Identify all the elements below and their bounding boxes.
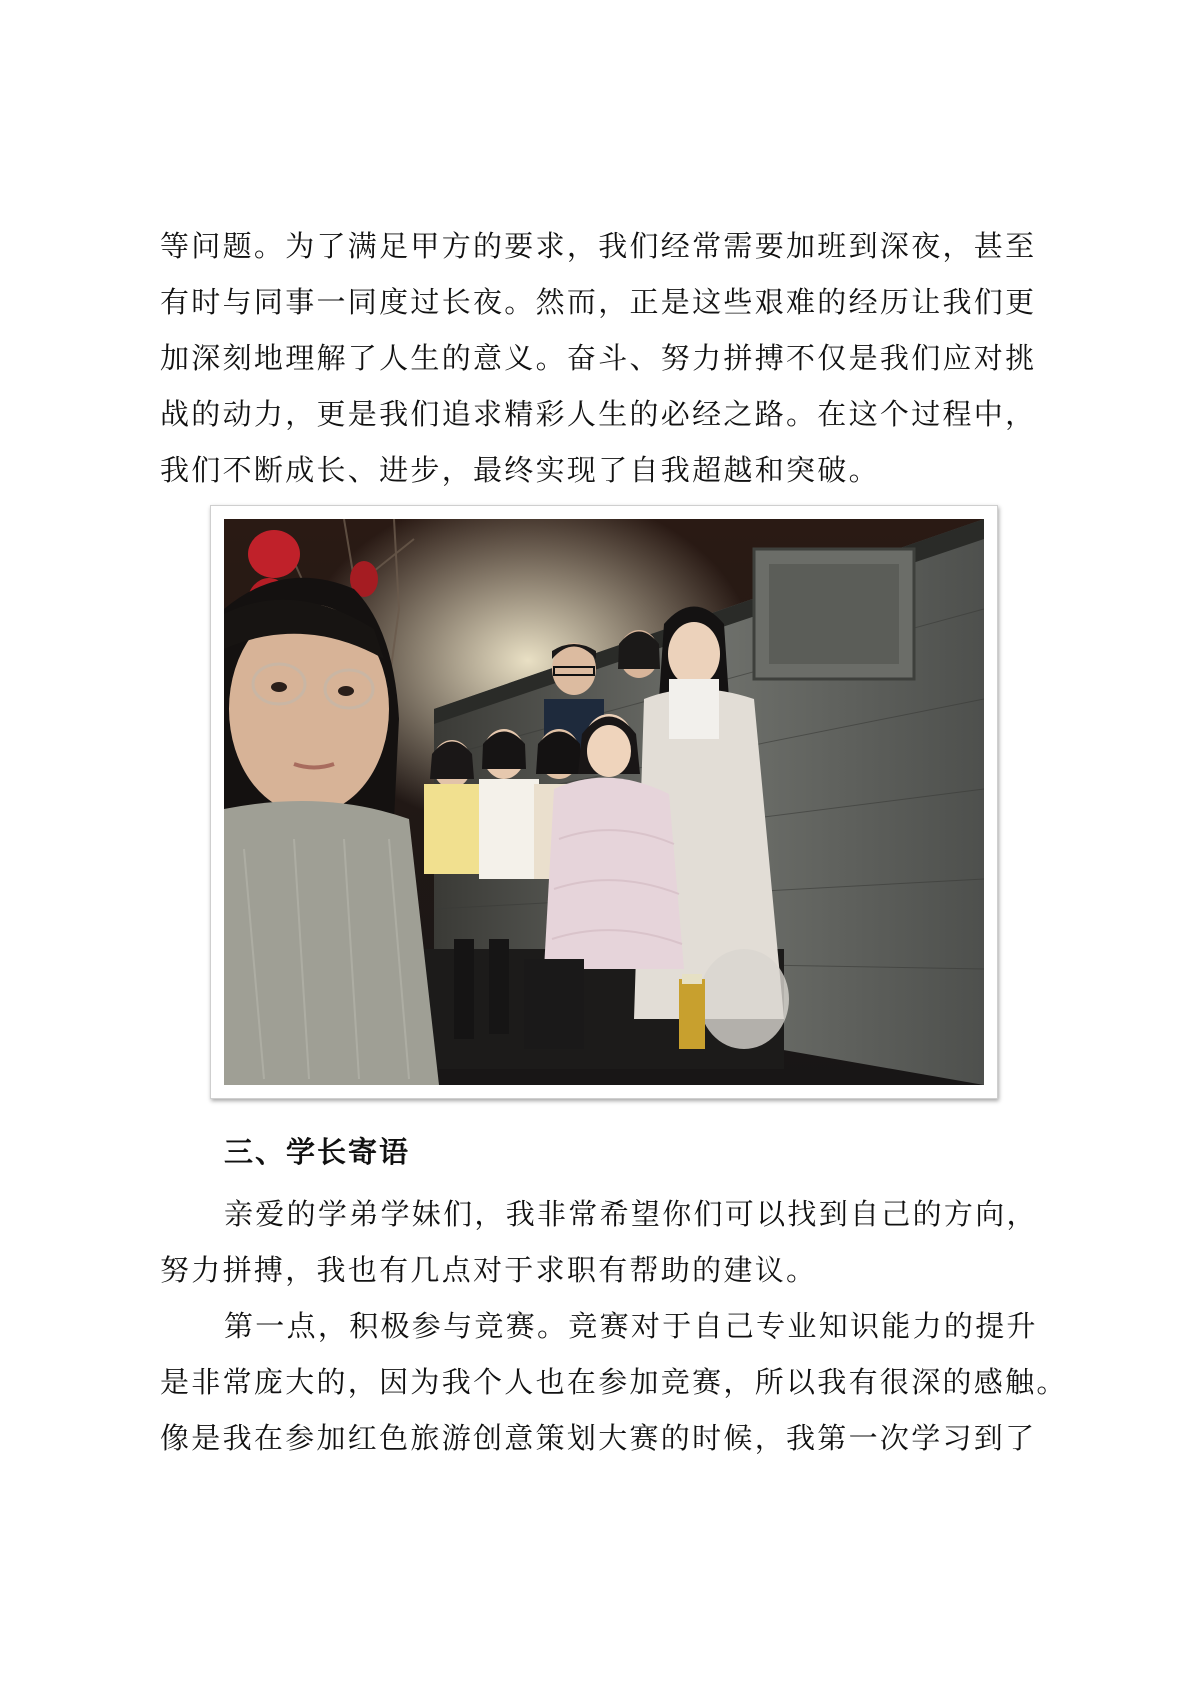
top-paragraph xyxy=(160,218,1040,498)
text-line: 加深刻地理解了人生的意义。奋斗、努力拼搏不仅是我们应对挑 xyxy=(160,341,1037,375)
text-line: 是非常庞大的，因为我个人也在参加竞赛，所以我有很深的感触。 xyxy=(160,1365,1068,1399)
section-heading: 三、学长寄语 xyxy=(224,1135,411,1169)
text-line: 第一点，积极参与竞赛。竞赛对于自己专业知识能力的提升 xyxy=(224,1309,1038,1343)
text-line: 亲爱的学弟学妹们，我非常希望你们可以找到自己的方向， xyxy=(224,1197,1038,1231)
text-line: 战的动力，更是我们追求精彩人生的必经之路。在这个过程中， xyxy=(160,397,1037,431)
text-line: 等问题。为了满足甲方的要求，我们经常需要加班到深夜，甚至 xyxy=(160,229,1037,263)
text-line: 努力拼搏，我也有几点对于求职有帮助的建议。 xyxy=(160,1253,818,1287)
photo-frame xyxy=(210,505,998,1099)
group-photo xyxy=(224,519,984,1085)
text-line: 像是我在参加红色旅游创意策划大赛的时候，我第一次学习到了 xyxy=(160,1421,1037,1455)
text-line: 我们不断成长、进步，最终实现了自我超越和突破。 xyxy=(160,453,880,487)
bottom-paragraphs xyxy=(160,1186,1068,1466)
text-line: 有时与同事一同度过长夜。然而，正是这些艰难的经历让我们更 xyxy=(160,285,1037,319)
